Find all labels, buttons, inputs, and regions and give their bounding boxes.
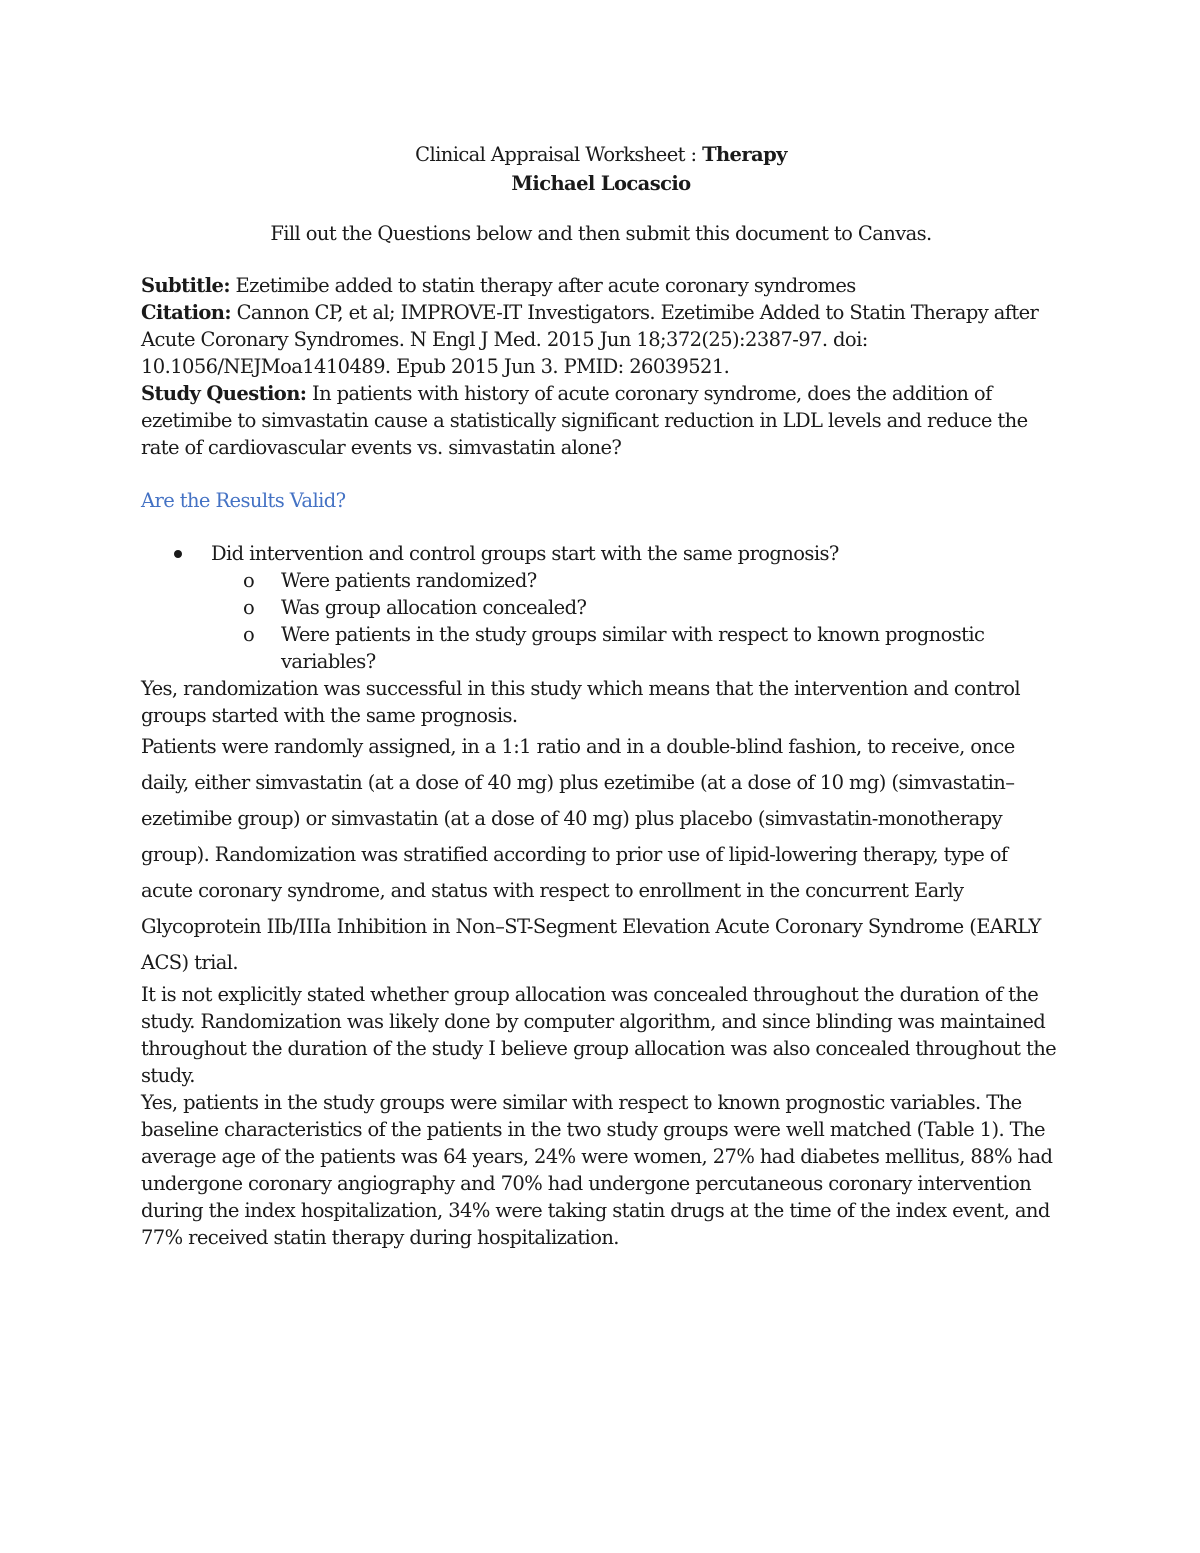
article-meta bbox=[141, 272, 1061, 461]
study-question-text: In patients with history of acute coronary syndrome, does the addition of ezetimibe to simvastatin cause a statistically significant reduction in LDL levels and reduce the rate of cardiovascular events vs. simvastatin alone? bbox=[141, 382, 1028, 459]
circle-bullet-icon: o bbox=[243, 596, 255, 619]
circle-bullet-icon: o bbox=[243, 623, 255, 646]
sub-item-text: Was group allocation concealed? bbox=[281, 596, 587, 619]
sub-criteria-list bbox=[211, 567, 1061, 675]
citation-text: Cannon CP, et al; IMPROVE-IT Investigators. Ezetimibe Added to Statin Therapy after Acute Coronary Syndromes. N Engl J Med. 2015 Jun 18;372(25):2387-97. doi: 10.1056/NEJMoa1410489. Epub 2015 Jun 3. PMID: 26039521. bbox=[141, 301, 1039, 378]
answer-paragraph-randomization: Yes, randomization was successful in this study which means that the intervention and control groups started with the same prognosis. bbox=[141, 677, 1021, 727]
citation-line bbox=[141, 299, 1061, 380]
bullet-text: Did intervention and control groups start with the same prognosis? bbox=[211, 542, 839, 565]
sub-item-text: Were patients randomized? bbox=[281, 569, 537, 592]
title-topic: Therapy bbox=[702, 143, 787, 166]
sub-item-text: Were patients in the study groups similar with respect to known prognostic variables? bbox=[281, 623, 985, 673]
list-item bbox=[243, 594, 1061, 621]
document-title bbox=[141, 140, 1061, 169]
subtitle-label: Subtitle: bbox=[141, 274, 230, 297]
study-question-label: Study Question: bbox=[141, 382, 307, 405]
author-name: Michael Locascio bbox=[511, 172, 691, 195]
section-heading: Are the Results Valid? bbox=[141, 489, 346, 512]
circle-bullet-icon: o bbox=[243, 569, 255, 592]
answer-paragraph-allocation: It is not explicitly stated whether group allocation was concealed throughout the duration of the study. Randomization was likely done by computer algorithm, and since blinding was maintained throughout the duration of the study I believe group allocation was also concealed throughout the study. bbox=[141, 983, 1057, 1087]
title-prefix: Clinical Appraisal Worksheet : bbox=[415, 143, 703, 166]
list-item bbox=[243, 621, 1061, 675]
study-question-line bbox=[141, 380, 1061, 461]
bullet-icon bbox=[174, 550, 182, 558]
subtitle-line bbox=[141, 272, 1061, 299]
instructions-text: Fill out the Questions below and then submit this document to Canvas. bbox=[270, 222, 932, 245]
document-page bbox=[141, 140, 1061, 1251]
criteria-list bbox=[141, 540, 1061, 675]
answer-paragraph-prognostic: Yes, patients in the study groups were similar with respect to known prognostic variables. The baseline characteristics of the patients in the two study groups were well matched (Table 1). The average age of the patients was 64 years, 24% were women, 27% had diabetes mellitus, 88% had undergone coronary angiography and 70% had undergone percutaneous coronary intervention during the index hospitalization, 34% were taking statin drugs at the time of the index event, and 77% received statin therapy during hospitalization. bbox=[141, 1091, 1053, 1249]
list-item bbox=[171, 540, 1061, 675]
methods-quote-paragraph: Patients were randomly assigned, in a 1:1 ratio and in a double-blind fashion, to receive, once daily, either simvastatin (at a dose of 40 mg) plus ezetimibe (at a dose of 10 mg) (simvastatin–ezetimibe group) or simvastatin (at a dose of 40 mg) plus placebo (simvastatin-monotherapy group). Randomization was stratified according to prior use of lipid-lowering therapy, type of acute coronary syndrome, and status with respect to enrollment in the concurrent Early Glycoprotein IIb/IIIa Inhibition in Non–ST-Segment Elevation Acute Coronary Syndrome (EARLY ACS) trial. bbox=[141, 735, 1041, 974]
citation-label: Citation: bbox=[141, 301, 231, 324]
subtitle-text: Ezetimibe added to statin therapy after acute coronary syndromes bbox=[229, 274, 856, 297]
list-item bbox=[243, 567, 1061, 594]
